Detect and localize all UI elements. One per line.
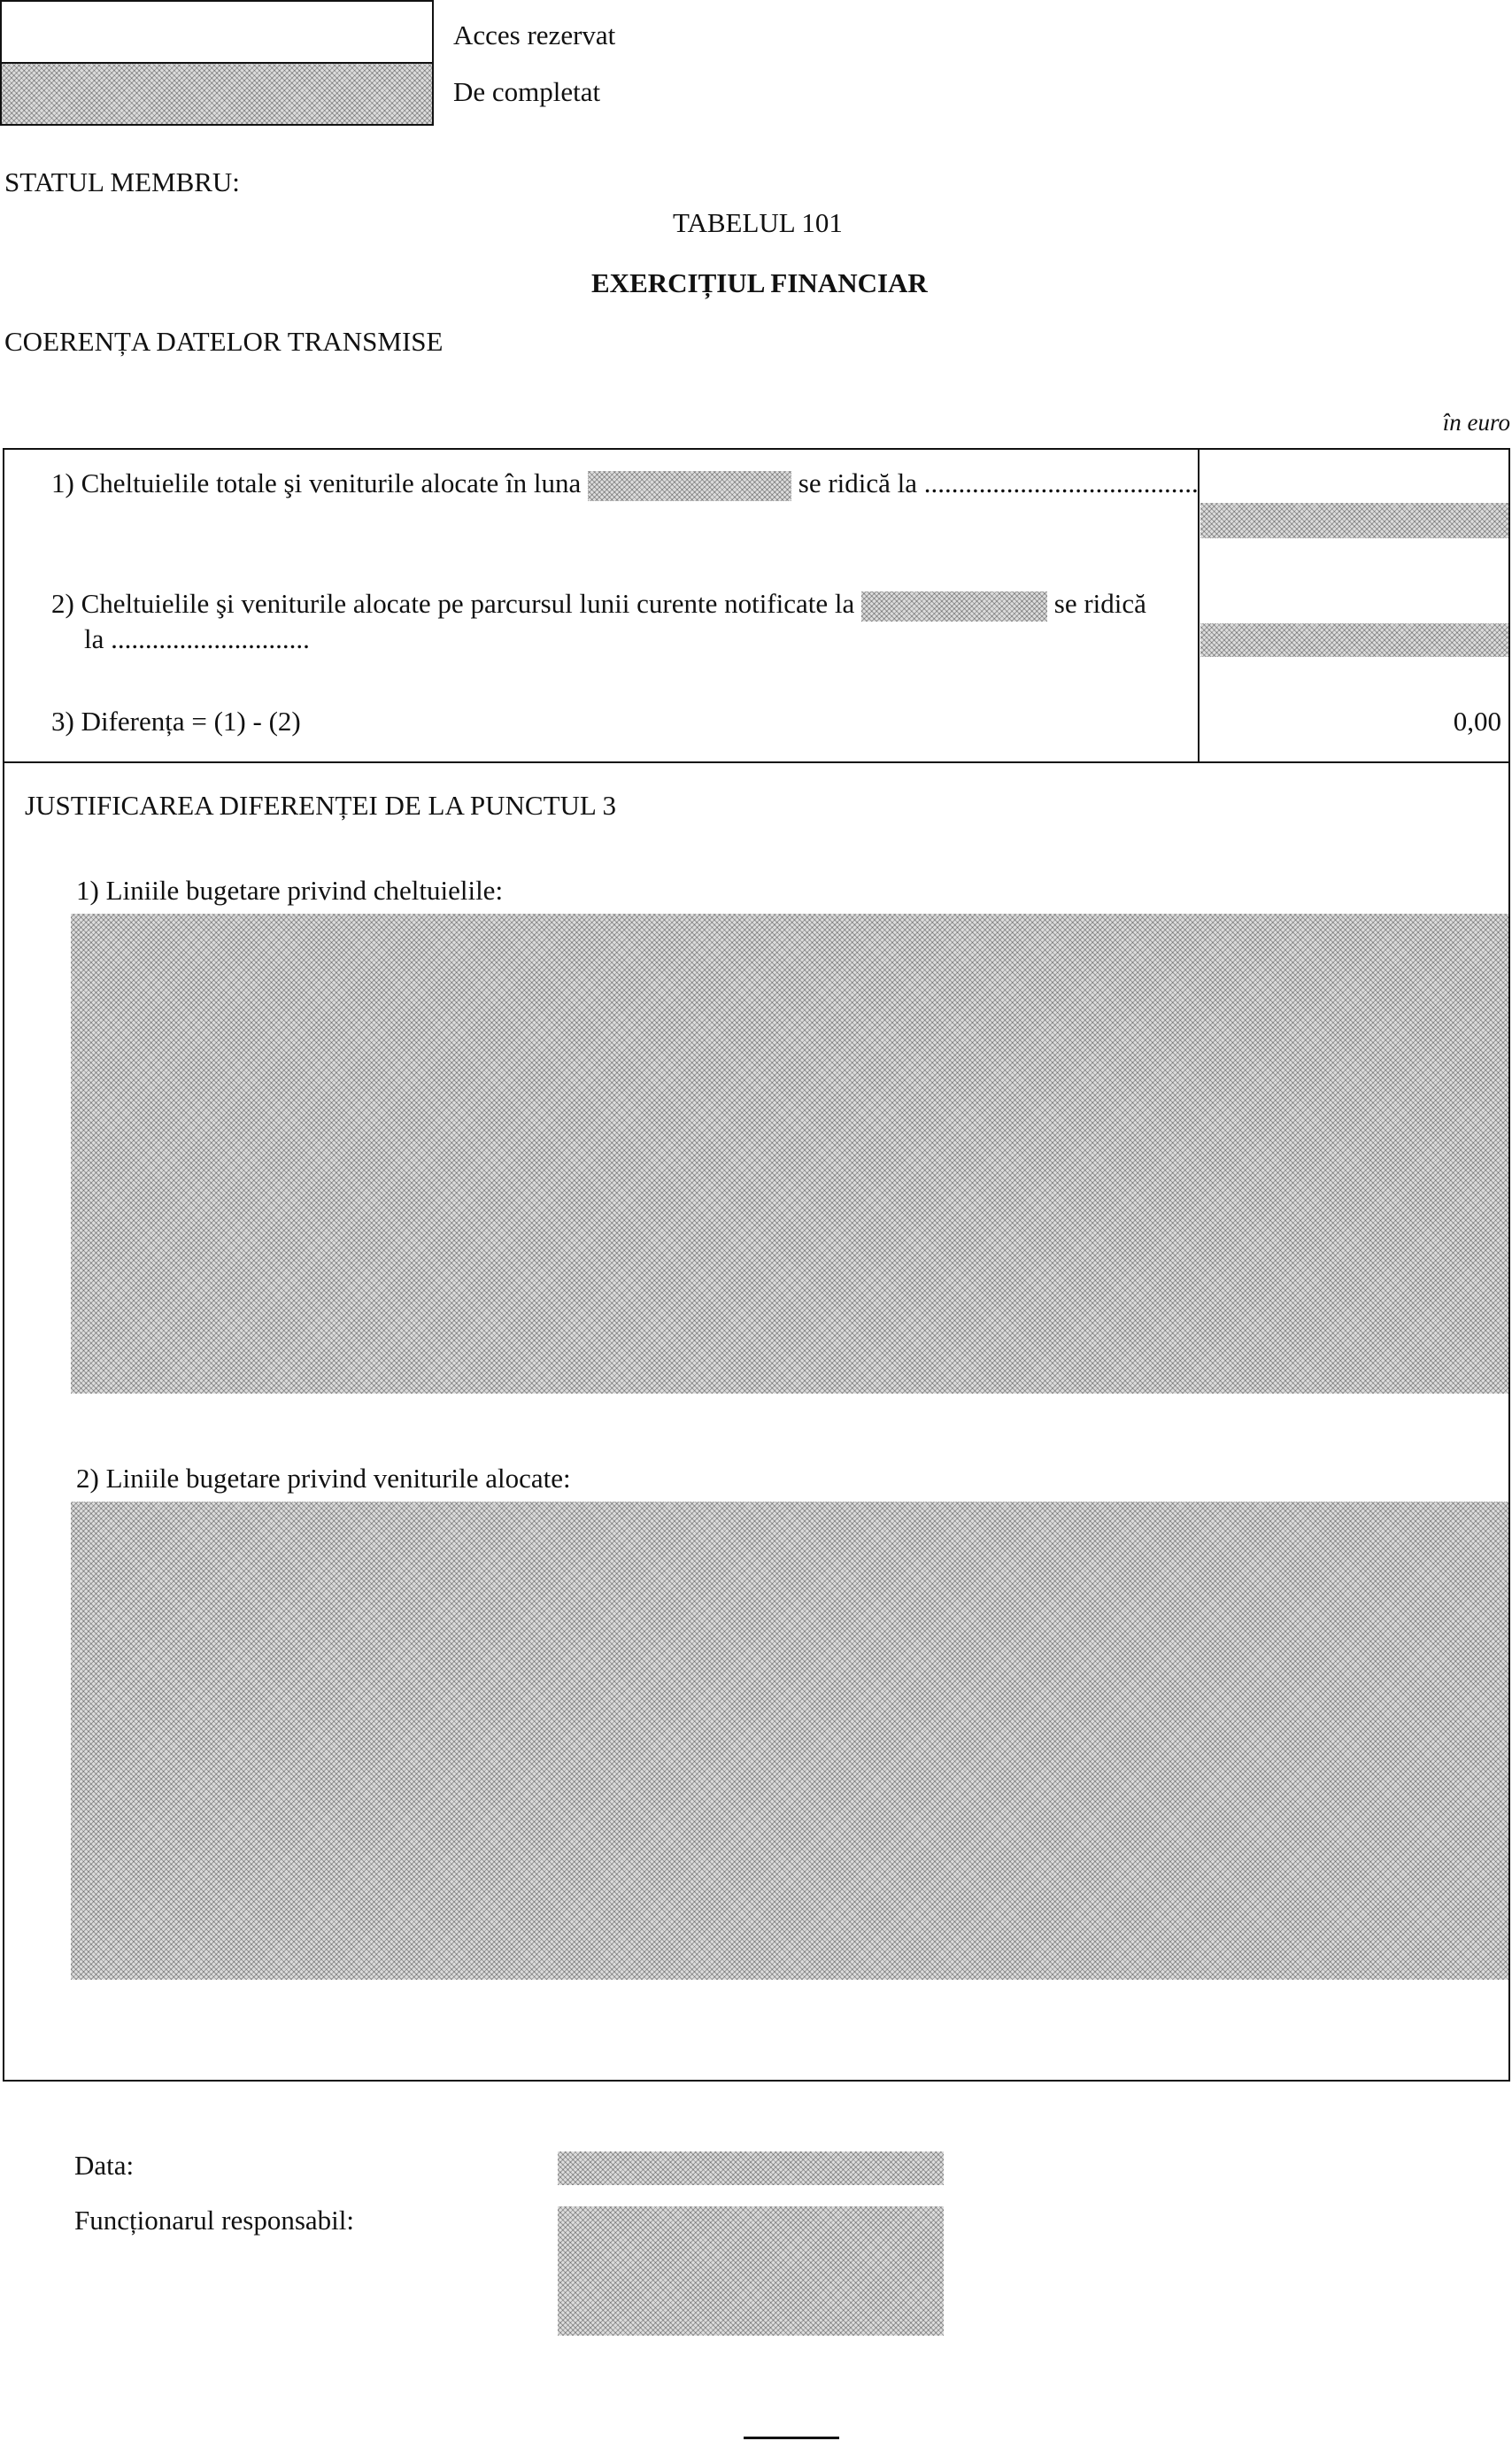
row2-prefix: 2) Cheltuielile şi veniturile alocate pe parcursul lunii curente notificate la xyxy=(51,588,855,619)
currency-note: în euro xyxy=(1442,409,1510,436)
date-label: Data: xyxy=(74,2150,135,2181)
revenue-lines-field[interactable] xyxy=(71,1502,1508,1980)
date-field[interactable] xyxy=(558,2151,944,2185)
member-state-label: STATUL MEMBRU: xyxy=(4,166,240,197)
legend-reserved-label: Acces rezervat xyxy=(453,19,616,50)
legend-complete-label: De completat xyxy=(453,76,601,107)
row2-continuation: la ............................. xyxy=(84,623,310,654)
row1-value-field[interactable] xyxy=(1200,503,1508,538)
row3-label: 3) Diferența = (1) - (2) xyxy=(51,706,301,737)
row3-value: 0,00 xyxy=(1453,706,1501,737)
revenue-lines-label: 2) Liniile bugetare privind veniturile alocate: xyxy=(76,1463,571,1494)
row2-suffix: se ridică xyxy=(1053,588,1146,619)
row1-suffix: se ridică la ........................................ xyxy=(798,467,1199,498)
row1-prefix: 1) Cheltuielile totale şi veniturile alocate în luna xyxy=(51,467,582,498)
row2-value-field[interactable] xyxy=(1200,623,1508,657)
section-divider xyxy=(3,761,1510,763)
legend-complete-box xyxy=(0,62,434,126)
justification-title: JUSTIFICAREA DIFERENȚEI DE LA PUNCTUL 3 xyxy=(25,790,616,821)
official-field[interactable] xyxy=(558,2206,944,2336)
row2-date-field[interactable] xyxy=(861,591,1047,622)
expenses-lines-label: 1) Liniile bugetare privind cheltuielile: xyxy=(76,875,504,906)
table-number: TABELUL 101 xyxy=(673,207,843,238)
bottom-rule xyxy=(744,2437,839,2439)
page-title: EXERCIȚIUL FINANCIAR xyxy=(591,267,928,298)
row1-text xyxy=(51,467,1199,501)
expenses-lines-field[interactable] xyxy=(71,914,1508,1394)
legend-reserved-box xyxy=(0,0,434,64)
row2-text xyxy=(51,588,1146,622)
row1-month-field[interactable] xyxy=(588,471,791,501)
page-subtitle: COERENȚA DATELOR TRANSMISE xyxy=(4,326,444,357)
official-label: Funcționarul responsabil: xyxy=(74,2205,354,2236)
